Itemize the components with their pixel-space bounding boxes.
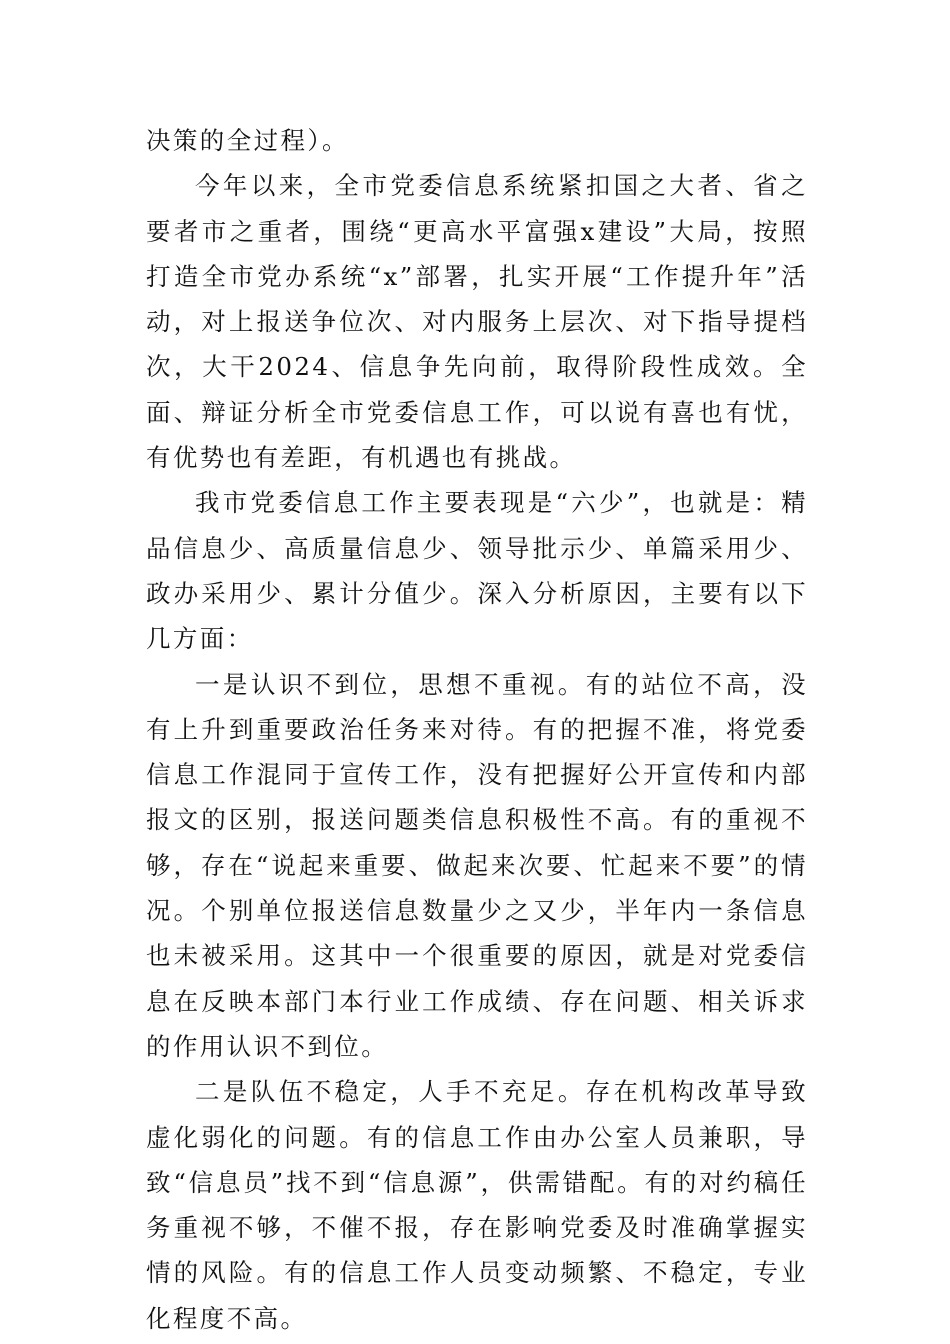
document-body: [146, 118, 808, 1341]
paragraph-six-shortages: 我市党委信息工作主要表现是“六少”，也就是：精品信息少、高质量信息少、领导批示少、单篇采用少、政办采用少、累计分值少。深入分析原因，主要有以下几方面：: [146, 488, 808, 654]
paragraph-reason-awareness: 一是认识不到位，思想不重视。有的站位不高，没有上升到重要政治任务来对待。有的把握不准，将党委信息工作混同于宣传工作，没有把握好公开宣传和内部报文的区别，报送问题类信息积极性不高。有的重视不够，存在“说起来重要、做起来次要、忙起来不要”的情况。个别单位报送信息数量少之又少，半年内一条信息也未被采用。这其中一个很重要的原因，就是对党委信息在反映本部门本行业工作成绩、存在问题、相关诉求的作用认识不到位。: [146, 669, 808, 1061]
paragraph-reason-staffing: 二是队伍不稳定，人手不充足。存在机构改革导致虚化弱化的问题。有的信息工作由办公室人员兼职，导致“信息员”找不到“信息源”，供需错配。有的对约稿任务重视不够，不催不报，存在影响党委及时准确掌握实情的风险。有的信息工作人员变动频繁、不稳定，专业化程度不高。: [146, 1077, 808, 1333]
paragraph-continuation: 决策的全过程）。: [146, 126, 349, 155]
paragraph-overview: 今年以来，全市党委信息系统紧扣国之大者、省之要者市之重者，围绕“更高水平富强x建设”大局，按照打造全市党办系统“x”部署，扎实开展“工作提升年”活动，对上报送争位次、对内服务上层次、对下指导提档次，大干2024、信息争先向前，取得阶段性成效。全面、辩证分析全市党委信息工作，可以说有喜也有忧，有优势也有差距，有机遇也有挑战。: [146, 171, 808, 473]
